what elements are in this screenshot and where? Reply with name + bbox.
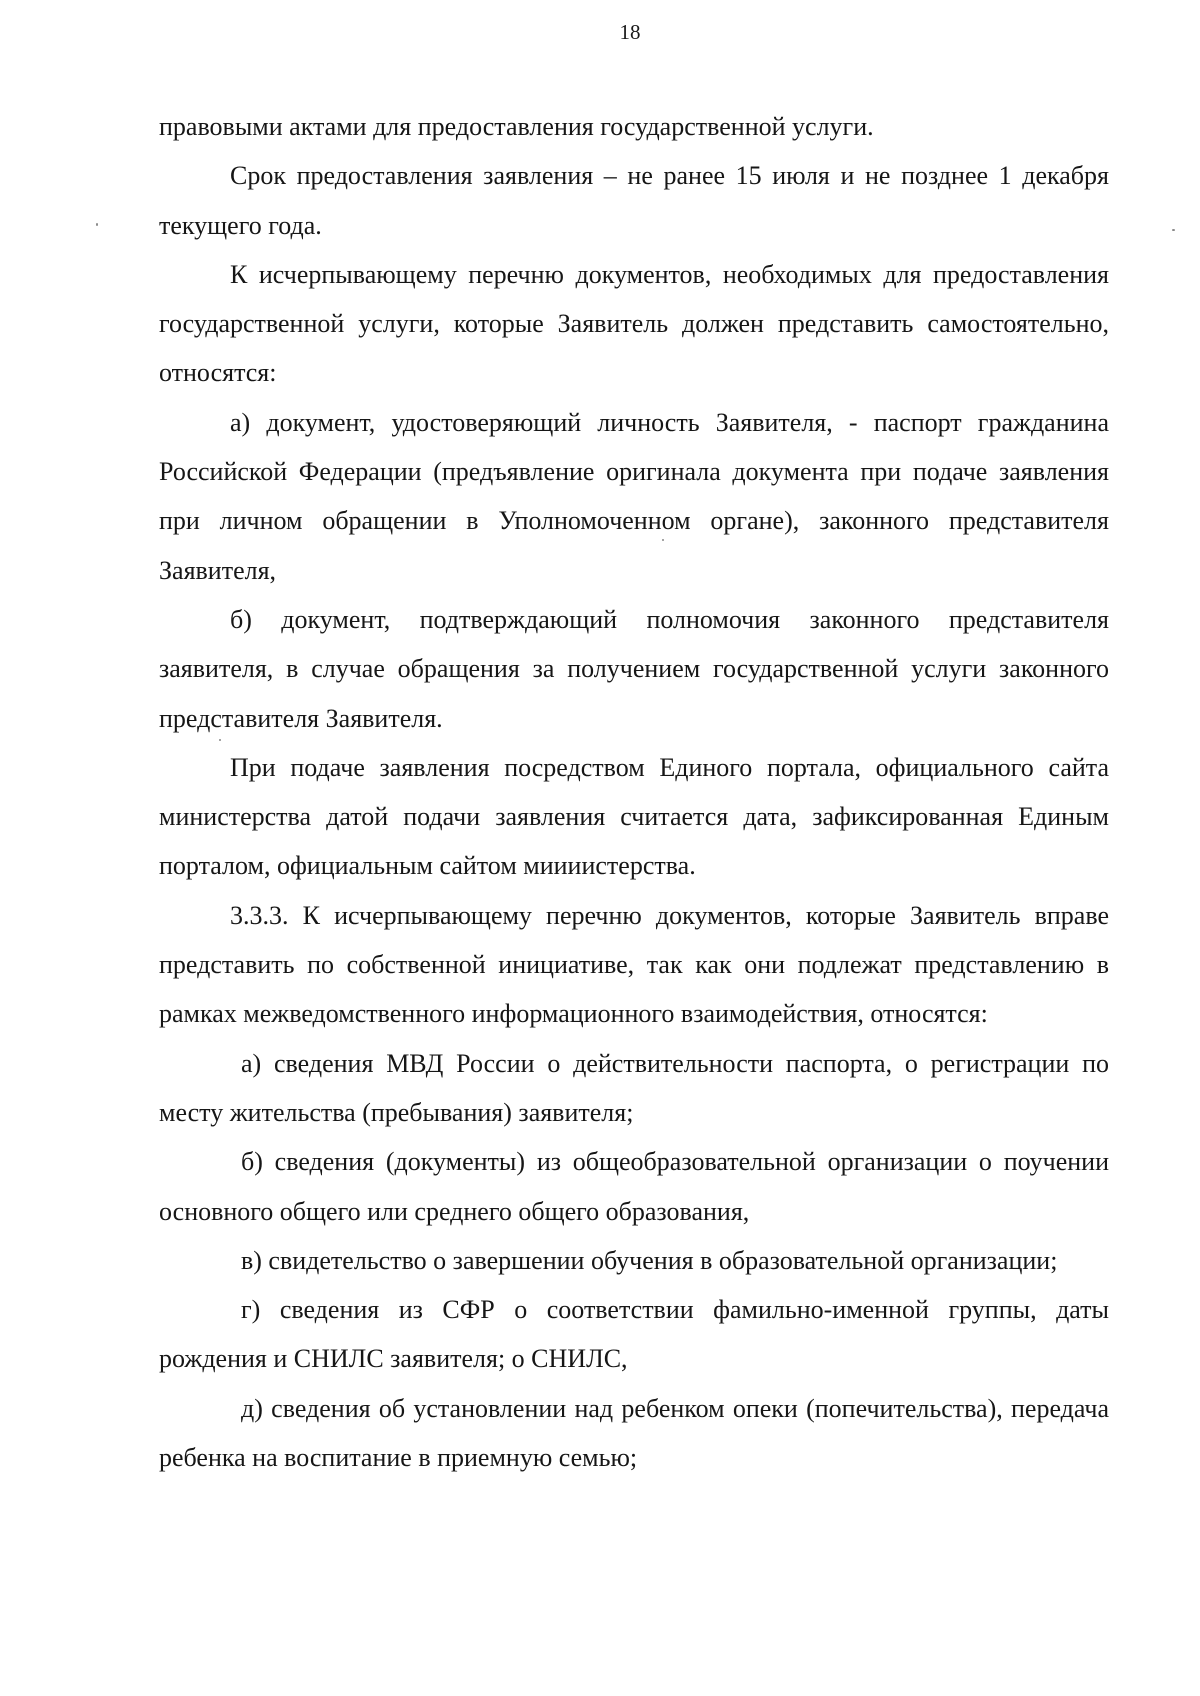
section-3-3-3: 3.3.3. К исчерпывающему перечню документов, которые Заявитель вправе представить по собственной инициативе, так как они подлежат представлению в рамках межведомственного информационного взаимодействия, относятся:: [159, 900, 1109, 1029]
list-item-e-guardianship-info: д) сведения об установлении над ребенком опеки (попечительства), передача ребенка на воспитание в приемную семью;: [159, 1393, 1109, 1473]
paragraph-continuation: правовыми актами для предоставления государственной услуги.: [159, 112, 874, 141]
list-item-b-authority-document: б) документ, подтверждающий полномочия законного представителя заявителя, в случае обращения за получением государственной услуги законного представителя Заявителя.: [159, 604, 1109, 733]
scan-speck: [96, 223, 98, 226]
list-item-a-mvd-info: а) сведения МВД России о действительности паспорта, о регистрации по месту жительства (пребывания) заявителя;: [159, 1048, 1109, 1127]
list-item-a-identity-document: а) документ, удостоверяющий личность Заявителя, - паспорт гражданина Российской Федерации (предъявление оригинала документа при подаче заявления при личном обращении в Уполномоченном органе), законного представителя Заявителя,: [159, 407, 1109, 585]
paragraph-required-documents: К исчерпывающему перечню документов, необходимых для предоставления государственной услуги, которые Заявитель должен представить самостоятельно, относятся:: [159, 259, 1109, 388]
list-item-c-certificate: в) свидетельство о завершении обучения в образовательной организации;: [241, 1245, 1058, 1275]
list-item-b-school-info: б) сведения (документы) из общеобразовательной организации о поучении основного общего или среднего общего образования,: [159, 1147, 1109, 1226]
scan-speck: [1172, 229, 1175, 231]
page-number: 18: [619, 20, 641, 44]
list-item-d-sfr-info: г) сведения из СФР о соответствии фамильно-именной группы, даты рождения и СНИЛС заявителя; о СНИЛС,: [159, 1295, 1109, 1374]
document-body: [159, 102, 1109, 1482]
paragraph-deadline: Срок предоставления заявления – не ранее 15 июля и не позднее 1 декабря текущего года.: [159, 161, 1109, 240]
paragraph-portal-submission: При подаче заявления посредством Единого портала, официального сайта министерства датой подачи заявления считается дата, зафиксированная Единым порталом, официальным сайтом миииистерства.: [159, 752, 1109, 881]
